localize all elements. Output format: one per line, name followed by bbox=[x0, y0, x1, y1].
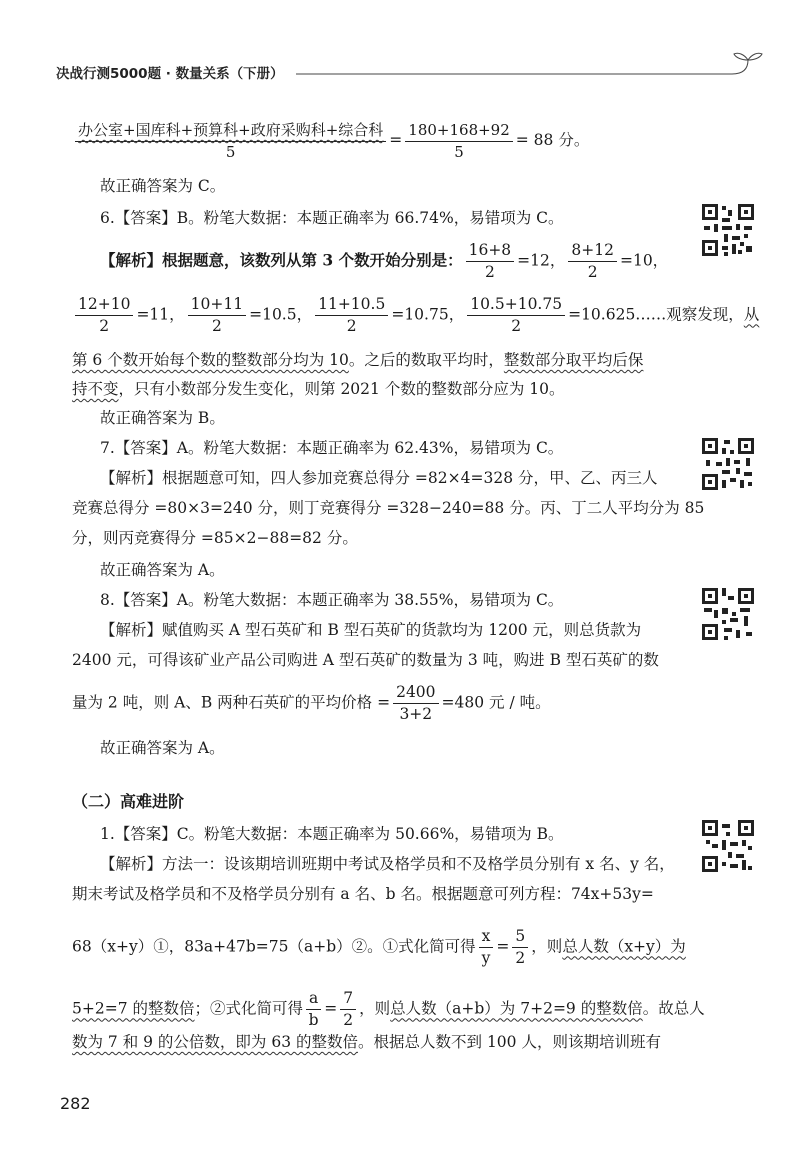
fraction bbox=[306, 990, 321, 1029]
fraction bbox=[75, 122, 386, 160]
q7-explanation-line1: 【解析】根据题意可知，四人参加竞赛总得分 =82×4=328 分，甲、乙、丙三人 bbox=[100, 469, 658, 487]
equals-sign: = bbox=[496, 937, 510, 956]
emphasis-text: 从 bbox=[743, 305, 760, 324]
fraction bbox=[467, 296, 565, 335]
emphasis-text: 持不变 bbox=[72, 380, 119, 398]
fraction-denominator: 2 bbox=[343, 1011, 354, 1030]
fraction-numerator: x bbox=[479, 928, 494, 948]
body-text: ；②式化简可得 bbox=[194, 999, 304, 1018]
fraction-numerator: 10+11 bbox=[188, 296, 246, 316]
qr-code-icon bbox=[700, 202, 756, 258]
fraction bbox=[188, 296, 246, 335]
equals-sign: = bbox=[389, 131, 403, 149]
emphasis-text: 总人数（a+b）为 7+2=9 的整数倍 bbox=[390, 999, 643, 1018]
fraction-numerator: 10.5+10.75 bbox=[467, 296, 565, 316]
fraction-denominator: 2 bbox=[346, 317, 357, 336]
fraction bbox=[405, 122, 512, 160]
fraction-numerator: 180+168+92 bbox=[405, 122, 512, 142]
fraction-denominator: b bbox=[308, 1011, 319, 1030]
q8-answer: 8.【答案】A。粉笔大数据：本题正确率为 38.55%，易错项为 C。 bbox=[100, 591, 564, 609]
fraction bbox=[393, 684, 438, 723]
fraction-denominator: 2 bbox=[587, 263, 598, 282]
fraction bbox=[340, 990, 356, 1029]
body-text: 。之后的数取平均时， bbox=[348, 351, 504, 369]
hard-q1-explanation-line2: 期末考试及格学员和不及格学员分别有 a 名、b 名。根据题意可列方程：74x+53y= bbox=[72, 885, 654, 903]
fraction-result: =10.75， bbox=[391, 305, 465, 324]
emphasis-text: 第 6 个数开始每个数的整数部分均为 10 bbox=[72, 351, 349, 369]
explanation-text: 【解析】根据题意，该数列从第 3 个数开始分别是： bbox=[100, 250, 463, 270]
q6-explanation-line2 bbox=[72, 296, 759, 335]
fraction-result: =12， bbox=[517, 251, 566, 270]
fraction-numerator: 7 bbox=[340, 990, 356, 1010]
emphasis-text: 整数部分取平均后保 bbox=[503, 351, 644, 369]
fraction-numerator: 办公室+国库科+预算科+政府采购科+综合科 bbox=[75, 122, 386, 142]
section-heading: （二）高难进阶 bbox=[72, 792, 185, 811]
q6-final-answer: 故正确答案为 B。 bbox=[100, 409, 225, 427]
fraction bbox=[466, 242, 515, 281]
hard-q1-explanation-line5 bbox=[72, 1034, 661, 1051]
qr-code-icon bbox=[700, 586, 756, 642]
emphasis-text: 总人数（x+y）为 bbox=[562, 937, 686, 956]
hard-q1-explanation-line3 bbox=[72, 928, 686, 967]
fraction-denominator: y bbox=[481, 949, 491, 968]
body-text: =480 元 / 吨。 bbox=[441, 693, 551, 712]
fraction-denominator: 5 bbox=[454, 142, 464, 161]
body-text: 。根据总人数不到 100 人，则该期培训班有 bbox=[358, 1033, 661, 1051]
fraction-denominator: 5 bbox=[225, 142, 236, 161]
body-text: 。故总人 bbox=[642, 999, 705, 1018]
q6-answer: 6.【答案】B。粉笔大数据：本题正确率为 66.74%，易错项为 C。 bbox=[100, 209, 564, 227]
hard-q1-explanation-line4 bbox=[72, 990, 705, 1029]
formula-result: = 88 分。 bbox=[515, 131, 590, 149]
body-text: ，则 bbox=[531, 937, 563, 956]
book-title: 决战行测5000题 · 数量关系（下册） bbox=[56, 66, 284, 82]
body-text: 68（x+y）①，83a+47b=75（a+b）②。①式化简可得 bbox=[72, 937, 476, 956]
fraction-denominator: 2 bbox=[484, 263, 495, 282]
q8-explanation-line1: 【解析】赋值购买 A 型石英矿和 B 型石英矿的货款均为 1200 元，则总货款为 bbox=[100, 621, 642, 639]
qr-code-icon bbox=[700, 436, 756, 492]
q6-explanation-line1 bbox=[100, 242, 668, 281]
fraction-result: =10.5， bbox=[249, 305, 313, 324]
fraction-denominator: 2 bbox=[515, 949, 526, 968]
q7-answer: 7.【答案】A。粉笔大数据：本题正确率为 62.43%，易错项为 C。 bbox=[100, 439, 564, 457]
fraction bbox=[512, 928, 528, 967]
top-formula bbox=[72, 122, 589, 160]
fraction-numerator: a bbox=[306, 990, 321, 1010]
fraction bbox=[315, 296, 388, 335]
fraction bbox=[568, 242, 617, 281]
body-text: ，则 bbox=[359, 999, 391, 1018]
fraction-numerator: 12+10 bbox=[75, 296, 133, 316]
fraction-denominator: 3+2 bbox=[399, 705, 433, 724]
q6-explanation-line4 bbox=[72, 381, 564, 398]
qr-code-icon bbox=[700, 818, 756, 874]
fraction-denominator: 2 bbox=[99, 317, 110, 336]
fraction-result: =11， bbox=[136, 305, 185, 324]
answer-line: 故正确答案为 C。 bbox=[100, 177, 226, 195]
body-text: 量为 2 吨，则 A、B 两种石英矿的平均价格 = bbox=[72, 693, 391, 712]
fraction-result: =10， bbox=[619, 251, 669, 270]
fraction-numerator: 2400 bbox=[393, 684, 438, 704]
fraction-result: =10.625……观察发现， bbox=[568, 305, 744, 324]
fraction-denominator: 2 bbox=[511, 317, 522, 336]
emphasis-text: 5+2=7 的整数倍 bbox=[72, 999, 195, 1018]
fraction-denominator: 2 bbox=[211, 317, 222, 336]
equals-sign: = bbox=[324, 999, 338, 1018]
hard-q1-explanation-line1: 【解析】方法一：设该期培训班期中考试及格学员和不及格学员分别有 x 名、y 名， bbox=[100, 855, 675, 873]
emphasis-text: 数为 7 和 9 的公倍数，即为 63 的整数倍 bbox=[72, 1033, 359, 1051]
q8-explanation-line2: 2400 元，可得该矿业产品公司购进 A 型石英矿的数量为 3 吨，购进 B 型石英矿的数 bbox=[72, 651, 659, 669]
q8-final-answer: 故正确答案为 A。 bbox=[100, 739, 225, 757]
page-header bbox=[0, 0, 800, 90]
hard-q1-answer: 1.【答案】C。粉笔大数据：本题正确率为 50.66%，易错项为 B。 bbox=[100, 825, 564, 843]
fraction-numerator: 8+12 bbox=[568, 242, 617, 262]
fraction-numerator: 11+10.5 bbox=[315, 296, 388, 316]
fraction-numerator: 16+8 bbox=[466, 242, 515, 262]
fraction bbox=[479, 928, 494, 967]
fraction-numerator: 5 bbox=[512, 928, 528, 948]
q7-explanation-line3: 分，则丙竞赛得分 =85×2−88=82 分。 bbox=[72, 529, 358, 547]
page-number: 282 bbox=[60, 1094, 91, 1113]
body-text: ，只有小数部分发生变化，则第 2021 个数的整数部分应为 10。 bbox=[118, 380, 565, 398]
q7-final-answer: 故正确答案为 A。 bbox=[100, 561, 225, 579]
q8-explanation-line3 bbox=[72, 684, 551, 723]
q6-explanation-line3 bbox=[72, 352, 643, 369]
fraction bbox=[75, 296, 133, 335]
q7-explanation-line2: 竞赛总得分 =80×3=240 分，则丁竞赛得分 =328−240=88 分。丙、丁二人平均分为 85 bbox=[72, 499, 705, 517]
